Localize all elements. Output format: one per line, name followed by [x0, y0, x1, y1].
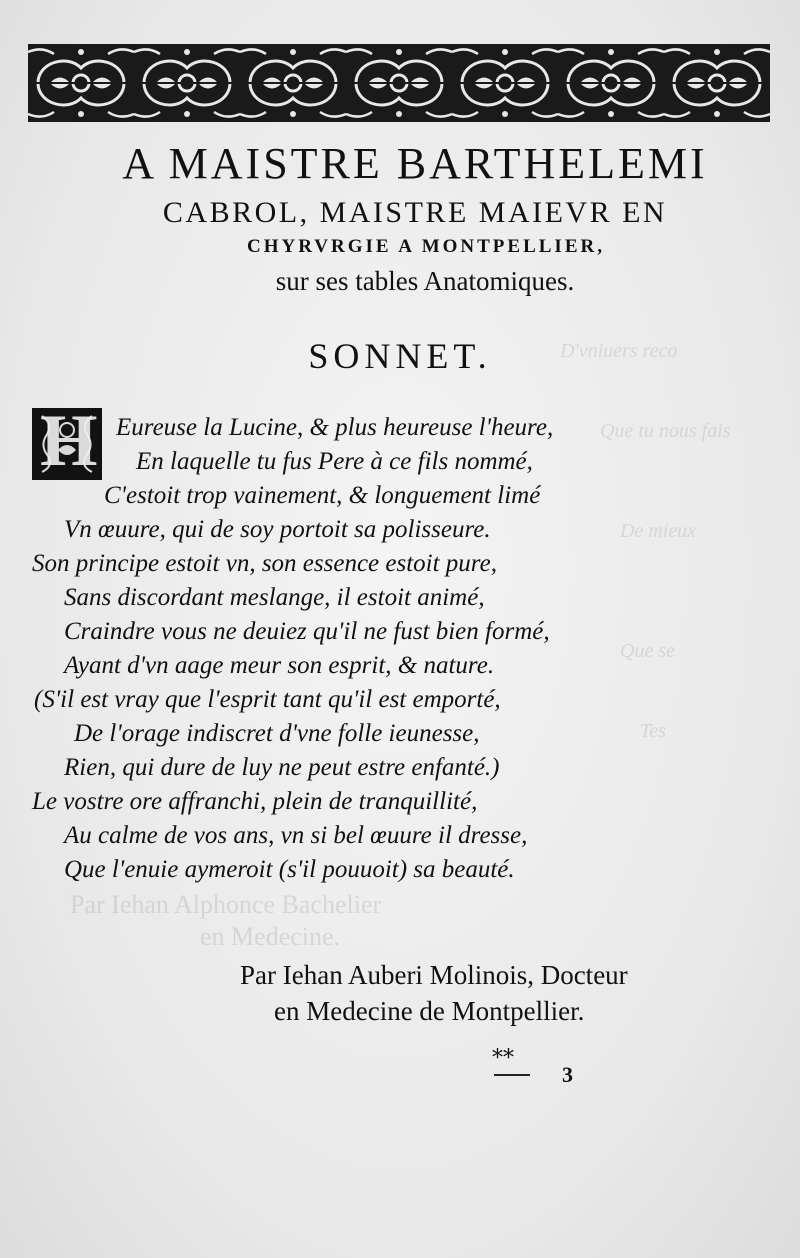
- dedication-heading: [0, 138, 800, 300]
- verse-line: C'estoit trop vainement, & longuement limé: [104, 482, 541, 509]
- heading-line-4: sur ses tables Anatomiques.: [275, 266, 575, 296]
- verse-line: En laquelle tu fus Pere à ce fils nommé,: [136, 448, 533, 475]
- signature-line-2: en Medecine de Montpellier.: [274, 996, 585, 1026]
- verse-line: Rien, qui dure de luy ne peut estre enfanté.): [64, 754, 500, 781]
- show-through-text: De mieux: [620, 520, 697, 542]
- verse-line: De l'orage indiscret d'vne folle ieunesse,: [74, 720, 480, 747]
- verse-line: Le vostre ore affranchi, plein de tranquillité,: [32, 788, 478, 815]
- page-number: 3: [562, 1062, 573, 1087]
- show-through-text: Tes: [640, 720, 666, 742]
- signature-mark-rule: [494, 1074, 530, 1076]
- verse-line: Sans discordant meslange, il estoit animé,: [64, 584, 485, 611]
- show-through-text: en Medecine.: [200, 922, 341, 951]
- ornamental-header-band: [28, 44, 770, 122]
- signature-mark: **: [492, 1046, 514, 1071]
- verse-line: Son principe estoit vn, son essence estoit pure,: [32, 550, 497, 577]
- verse-line: (S'il est vray que l'esprit tant qu'il est emporté,: [34, 686, 501, 713]
- heading-line-2: CABROL, MAISTRE MAIEVR EN: [162, 196, 668, 229]
- verse-line: Eureuse la Lucine, & plus heureuse l'heure,: [116, 414, 554, 441]
- drop-cap-letter: H: [40, 400, 98, 482]
- signature-line-1: Par Iehan Auberi Molinois, Docteur: [240, 960, 628, 990]
- verse-line: Ayant d'vn aage meur son esprit, & nature.: [64, 652, 495, 679]
- show-through-text: Par Iehan Alphonce Bachelier: [70, 890, 382, 919]
- show-through-text: Que tu nous fais: [600, 420, 731, 442]
- sonnet-title: SONNET.: [308, 336, 492, 376]
- show-through-text: Que se: [620, 640, 675, 662]
- show-through-text: D'vniuers reco: [560, 340, 678, 362]
- verse-line: Au calme de vos ans, vn si bel œuure il dresse,: [64, 822, 528, 849]
- verse-line: Vn œuure, qui de soy portoit sa polisseure.: [64, 516, 491, 543]
- heading-line-3: CHYRVRGIE A MONTPELLIER,: [247, 236, 605, 257]
- heading-line-1: A MAISTRE BARTHELEMI: [122, 139, 708, 188]
- verse-line: Que l'enuie aymeroit (s'il pouuoit) sa beauté.: [64, 856, 515, 883]
- verse-line: Craindre vous ne deuiez qu'il ne fust bien formé,: [64, 618, 550, 645]
